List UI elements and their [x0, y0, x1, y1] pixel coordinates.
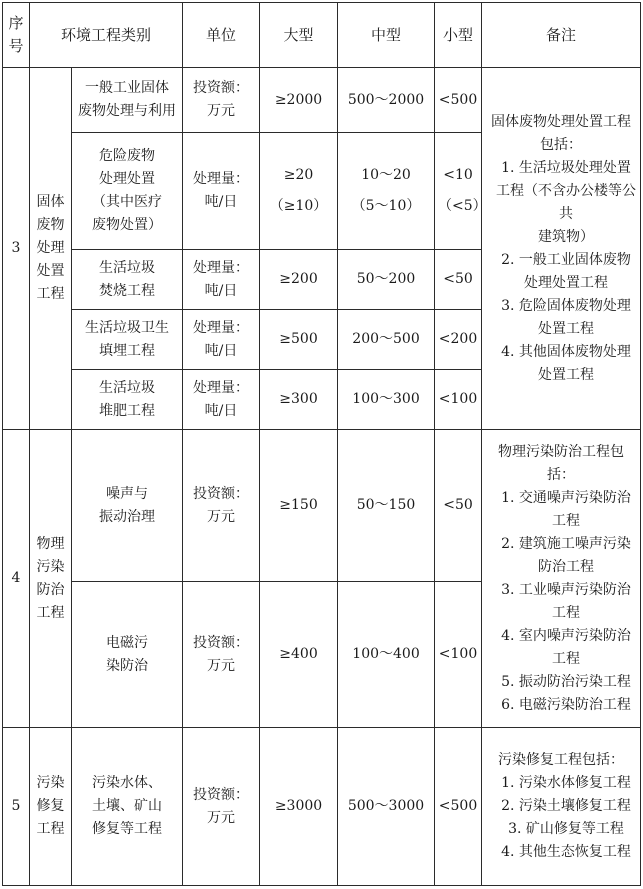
large-cell: ≥3000 [260, 728, 338, 886]
large-cell: ≥500 [260, 310, 338, 370]
engineering-scale-table [2, 2, 641, 886]
note-title: 污染修复工程包括： [498, 752, 625, 768]
subcategory-cell: 生活垃圾 堆肥工程 [72, 370, 183, 430]
header-unit: 单位 [183, 3, 260, 68]
subcategory-cell: 一般工业固体 废物处理与利用 [72, 68, 183, 133]
small-cell: <500 [435, 68, 482, 133]
note-title: 固体废物处理处置工程 包括： [491, 113, 632, 153]
unit-cell: 投资额： 万元 [183, 68, 260, 133]
header-category: 环境工程类别 [30, 3, 183, 68]
note-item: 2. 一般工业固体废物 处理处置工程 [501, 251, 631, 291]
note-item: 3. 矿山修复等工程 [508, 821, 624, 837]
unit-cell: 处理量： 吨/日 [183, 310, 260, 370]
note-cell [482, 430, 641, 728]
header-small: 小型 [435, 3, 482, 68]
note-item: 5. 振动防治污染工程 [501, 673, 631, 690]
small-cell: <10 （<5） [435, 133, 482, 250]
small-cell: <50 [435, 430, 482, 582]
medium-cell: 50～200 [338, 250, 435, 310]
unit-cell: 处理量： 吨/日 [183, 133, 260, 250]
large-cell: ≥400 [260, 582, 338, 728]
note-item: 4. 室内噪声污染防治 工程 [501, 627, 631, 667]
category-cell: 物理 污染 防治 工程 [30, 430, 72, 728]
note-cell [482, 68, 641, 430]
note-cell [482, 728, 641, 886]
subcategory-cell: 噪声与 振动治理 [72, 430, 183, 582]
header-large: 大型 [260, 3, 338, 68]
unit-cell: 投资额： 万元 [183, 582, 260, 728]
note-item: 3. 工业噪声污染防治 工程 [501, 581, 631, 621]
note-item: 1. 生活垃圾处理处置 工程（不含办公楼等公共 建筑物） [496, 159, 637, 245]
small-cell: <100 [435, 582, 482, 728]
note-item: 2. 建筑施工噪声污染 防治工程 [501, 535, 631, 575]
medium-cell: 200～500 [338, 310, 435, 370]
large-cell: ≥20 （≥10） [260, 133, 338, 250]
subcategory-cell: 电磁污 染防治 [72, 582, 183, 728]
subcategory-cell: 危险废物 处理处置 （其中医疗 废物处置） [72, 133, 183, 250]
medium-cell: 500～3000 [338, 728, 435, 886]
header-note: 备注 [482, 3, 641, 68]
note-item: 4. 其他生态恢复工程 [501, 844, 631, 860]
small-cell: <500 [435, 728, 482, 886]
note-item: 4. 其他固体废物处理 处置工程 [501, 343, 631, 383]
table-row [3, 68, 641, 133]
note-item: 2. 污染土壤修复工程 [501, 798, 631, 814]
header-row [3, 3, 641, 68]
small-cell: <50 [435, 250, 482, 310]
large-cell: ≥300 [260, 370, 338, 430]
header-seq: 序 号 [3, 3, 30, 68]
large-cell: ≥2000 [260, 68, 338, 133]
category-cell: 固体 废物 处理 处置 工程 [30, 68, 72, 430]
small-cell: <100 [435, 370, 482, 430]
note-item: 1. 交通噪声污染防治 工程 [501, 489, 631, 529]
note-item: 1. 污染水体修复工程 [501, 775, 631, 791]
large-cell: ≥200 [260, 250, 338, 310]
note-item: 6. 电磁污染防治工程 [501, 696, 631, 713]
subcategory-cell: 生活垃圾 焚烧工程 [72, 250, 183, 310]
header-medium: 中型 [338, 3, 435, 68]
unit-cell: 投资额： 万元 [183, 728, 260, 886]
table-row [3, 728, 641, 886]
unit-cell: 处理量： 吨/日 [183, 370, 260, 430]
medium-cell: 100～300 [338, 370, 435, 430]
medium-cell: 500～2000 [338, 68, 435, 133]
unit-cell: 处理量： 吨/日 [183, 250, 260, 310]
medium-cell: 50～150 [338, 430, 435, 582]
category-cell: 污染 修复 工程 [30, 728, 72, 886]
seq-cell: 4 [3, 430, 30, 728]
table-row [3, 430, 641, 582]
subcategory-cell: 生活垃圾卫生 填埋工程 [72, 310, 183, 370]
medium-cell: 10～20 （5～10） [338, 133, 435, 250]
medium-cell: 100～400 [338, 582, 435, 728]
subcategory-cell: 污染水体、 土壤、矿山 修复等工程 [72, 728, 183, 886]
note-item: 3. 危险固体废物处理 处置工程 [501, 297, 631, 337]
note-title: 物理污染防治工程包括： [498, 443, 625, 483]
seq-cell: 3 [3, 68, 30, 430]
large-cell: ≥150 [260, 430, 338, 582]
small-cell: <200 [435, 310, 482, 370]
unit-cell: 投资额： 万元 [183, 430, 260, 582]
seq-cell: 5 [3, 728, 30, 886]
